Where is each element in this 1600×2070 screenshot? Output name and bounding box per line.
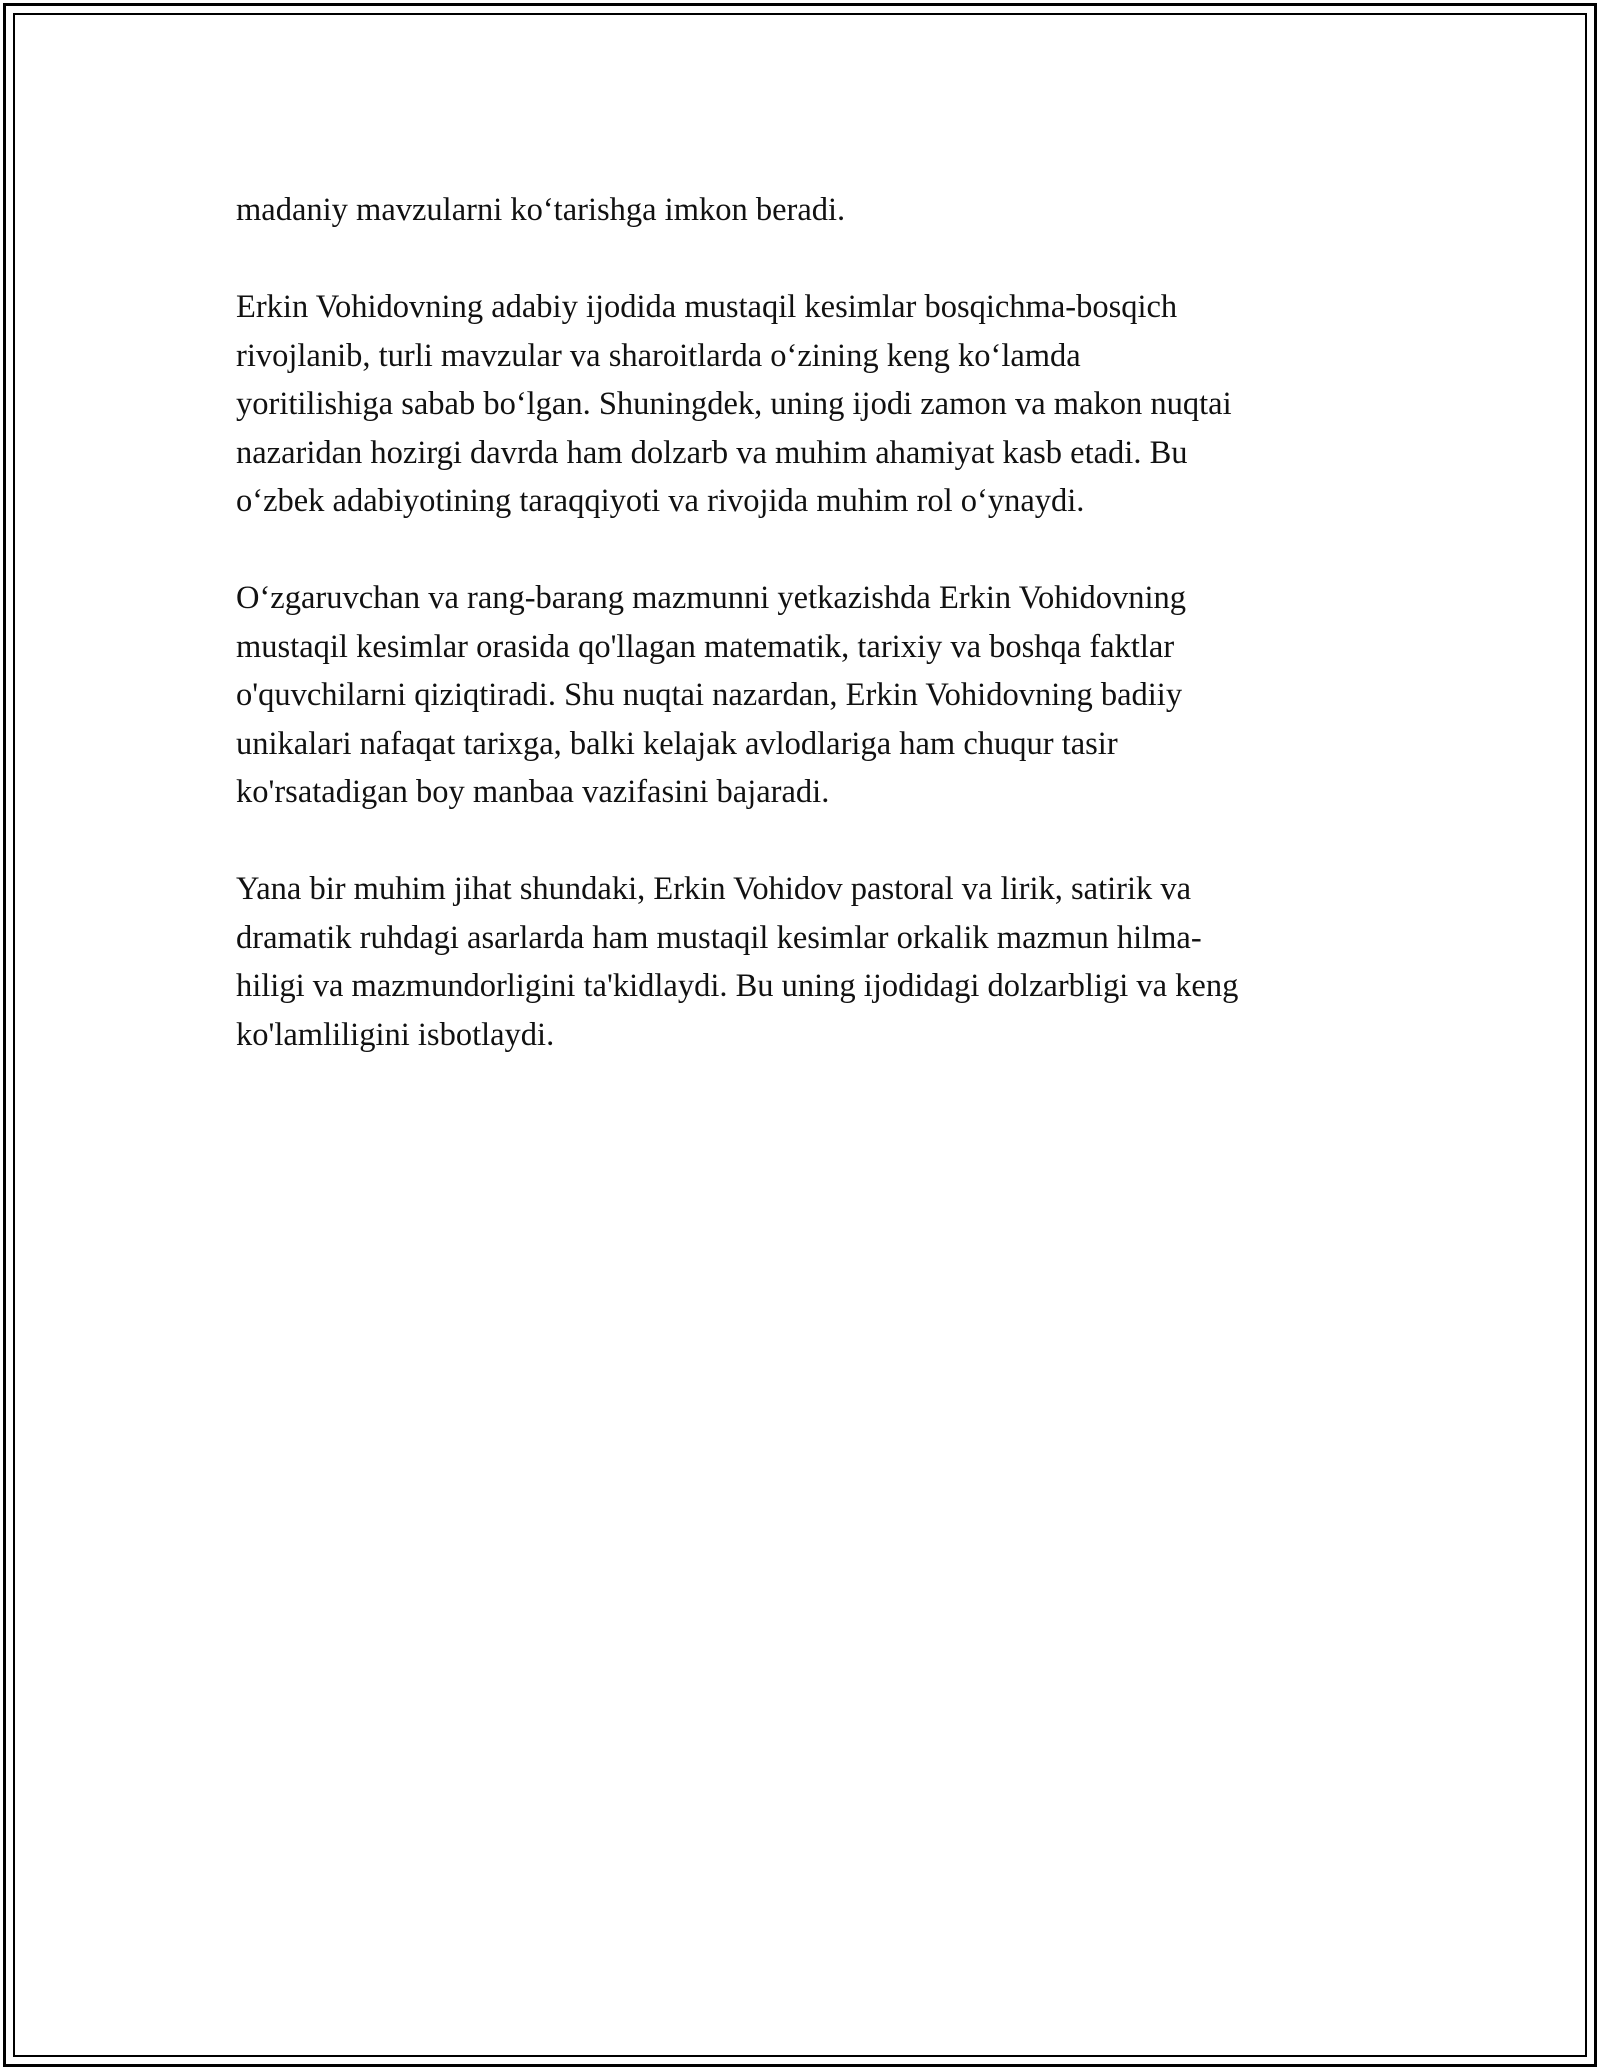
paragraph-2: Erkin Vohidovning adabiy ijodida mustaqil kesimlar bosqichma-bosqich rivojlanib, turli mavzular va sharoitlarda o‘zining keng ko‘lamda yoritilishiga sabab bo‘lgan. Shuningdek, uning ijodi zamon va makon nuqtai nazaridan hozirgi davrda ham dolzarb va muhim ahamiyat kasb etadi. Bu o‘zbek adabiyotining taraqqiyoti va rivojida muhim rol o‘ynaydi. — [236, 289, 1232, 519]
paragraph-4: Yana bir muhim jihat shundaki, Erkin Vohidov pastoral va lirik, satirik va dramatik ruhdagi asarlarda ham mustaqil kesimlar orkalik mazmun hilma- hiligi va mazmundorligini ta'kidlaydi. Bu uning ijodidagi dolzarbligi va keng ko'lamliligini isbotlaydi. — [236, 871, 1239, 1053]
paragraph-1: madaniy mavzularni ko‘tarishga imkon beradi. — [236, 192, 846, 228]
paragraph-3: O‘zgaruvchan va rang-barang mazmunni yetkazishda Erkin Vohidovning mustaqil kesimlar orasida qo'llagan matematik, tarixiy va boshqa faktlar o'quvchilarni qiziqtiradi. Shu nuqtai nazardan, Erkin Vohidovning badiiy unikalari nafaqat tarixga, balki kelajak avlodlariga ham chuqur tasir ko'rsatadigan boy manbaa vazifasini bajaradi. — [236, 580, 1187, 810]
document-body — [236, 186, 1376, 1108]
